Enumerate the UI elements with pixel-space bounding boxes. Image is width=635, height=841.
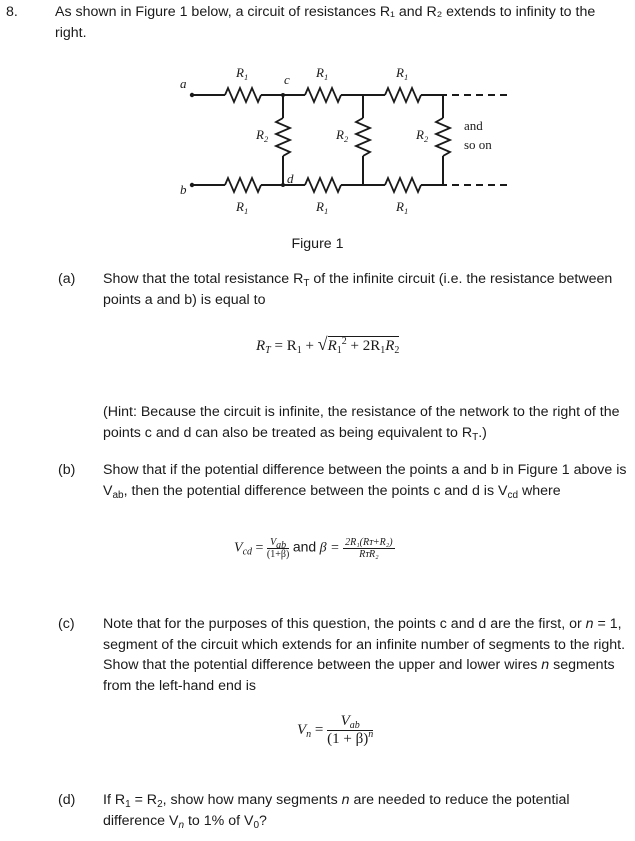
figure-caption: Figure 1 <box>291 236 344 252</box>
part-c-label: (c) <box>58 616 75 632</box>
node-d-label: d <box>287 171 294 186</box>
continuation-text-1: and <box>464 118 483 133</box>
question-intro: As shown in Figure 1 below, a circuit of resistances R₁ and R₂ extends to infinity to the right. <box>55 4 596 41</box>
bottom-wire <box>190 178 508 192</box>
resistor-r2-3 <box>436 118 450 156</box>
resistor-r1-top-1 <box>225 88 261 102</box>
resistor-r2-2 <box>356 118 370 156</box>
resistor-r2-1 <box>276 118 290 156</box>
node-b-label: b <box>180 182 187 197</box>
r1-top-label-3: $R_1$ <box>396 65 409 82</box>
resistor-r1-bottom-2 <box>305 178 341 192</box>
r1-bottom-label-1: $R_1$ <box>236 199 249 216</box>
part-a-text: Show that the total resistance $R_T$ of the infinite circuit (i.e. the resistance between points a and b) is equal to <box>103 271 613 308</box>
top-wire <box>190 88 508 102</box>
r1-top-label-1: $R_1$ <box>236 65 249 82</box>
r1-top-label-2: $R_1$ <box>316 65 329 82</box>
question-number: 8. <box>6 4 18 20</box>
part-d-label: (d) <box>58 792 76 808</box>
resistor-r1-top-2 <box>305 88 341 102</box>
part-b-text: Show that if the potential difference between the points a and b in Figure 1 above is $V_{ab}$, then the potential difference between the points c and d is $V_{cd}$ where <box>103 462 627 501</box>
r2-label-1: $R_2$ <box>256 127 269 144</box>
resistor-r1-bottom-1 <box>225 178 261 192</box>
equation-vn: $V_n$ = $\frac{V_{ab}}{(1 + \beta)^n}$ <box>297 713 374 747</box>
r2-label-3: $R_2$ <box>416 127 429 144</box>
circuit-diagram <box>170 58 510 218</box>
node-c-label: c <box>284 72 290 87</box>
r1-bottom-label-3: $R_1$ <box>396 199 409 216</box>
equation-rt: $R_T = R_1 + √R_1^2 + 2R_1R_2$ <box>256 334 400 356</box>
part-c-text: Note that for the purposes of this question, the points c and d are the first, or n = 1, segment of the circuit which extends for an infinite number of segments to the right. Show that the potential difference between the upper and lower wires n segments from the left-hand end is <box>103 616 626 694</box>
node-a-label: a <box>180 76 187 91</box>
r2-label-2: $R_2$ <box>336 127 349 144</box>
part-b-label: (b) <box>58 462 76 478</box>
equation-vcd: $V_{cd}$ = $\frac{V_{ab}}{(1+\beta)}$ and β = $\frac{\text{2R₁(Rᴛ+R₂)}}{\text{RᴛR₂}}$ <box>234 537 393 560</box>
resistor-r1-top-3 <box>385 88 421 102</box>
r1-bottom-label-2: $R_1$ <box>316 199 329 216</box>
continuation-text-2: so on <box>464 137 492 152</box>
part-a-label: (a) <box>58 271 76 287</box>
resistor-r1-bottom-3 <box>385 178 421 192</box>
part-a-hint: (Hint: Because the circuit is infinite, the resistance of the network to the right of the points c and d can also be treated as being equivalent to $R_T$.) <box>103 404 620 443</box>
part-d-text: If $R_1 = R_2$, show how many segments n are needed to reduce the potential difference $V_n$ to 1% of $V_0$? <box>103 792 570 831</box>
